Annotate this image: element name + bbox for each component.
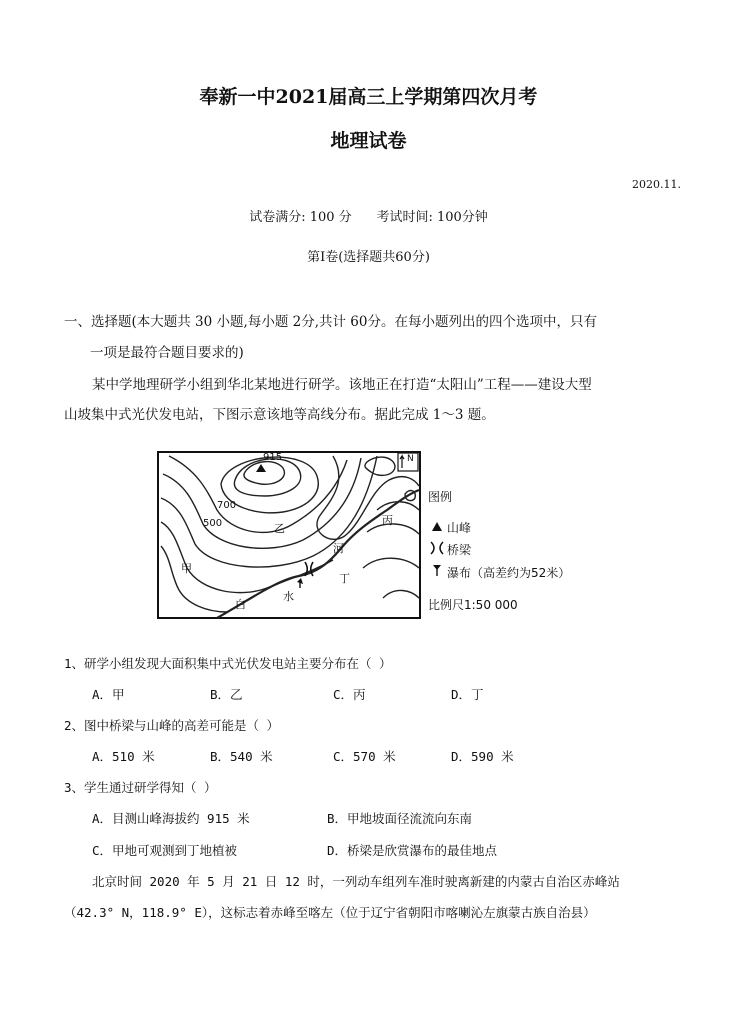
question-3-option-c: C．甲地可观测到丁地植被 <box>92 843 238 858</box>
instruction-line-2: 一项是最符合题目要求的) <box>90 345 244 361</box>
question-3-option-d: D．桥梁是欣赏瀑布的最佳地点 <box>327 843 498 858</box>
legend-bridge-icon <box>431 542 443 554</box>
river-label-he: 河 <box>333 542 344 555</box>
contour-700-label: 700 <box>217 500 237 511</box>
north-label: N <box>407 454 414 464</box>
legend-bridge-label: 桥梁 <box>447 543 472 557</box>
exam-title: 奉新一中2021届高三上学期第四次月考 <box>199 86 538 108</box>
question-1-option-d: D．丁 <box>451 687 484 702</box>
place-ding: 丁 <box>339 572 350 585</box>
subject-title: 地理试卷 <box>330 130 407 152</box>
peak-elevation-label: 915 <box>263 452 283 463</box>
question-2-stem: 2、图中桥梁与山峰的高差可能是（ ） <box>64 718 280 733</box>
place-jia: 甲 <box>181 562 192 575</box>
instruction-line-1: 一、选择题(本大题共 30 小题,每小题 2分,共计 60分。在每小题列出的四个选项中，只有 <box>64 314 597 330</box>
section-title: 第Ⅰ卷(选择题共60分) <box>307 250 430 265</box>
river-label-shui: 水 <box>283 590 294 603</box>
legend-waterfall-label: 瀑布（高差约为52米） <box>447 566 571 580</box>
question-3-option-a: A．目测山峰海拔约 915 米 <box>92 811 250 826</box>
question-2-option-b: B．540 米 <box>210 749 273 764</box>
question-2-option-c: C．570 米 <box>333 749 396 764</box>
legend-peak-label: 山峰 <box>447 521 472 535</box>
passage-line-1: 某中学地理研学小组到华北某地进行研学。该地正在打造“太阳山”工程——建设大型 <box>92 377 592 393</box>
legend-peak-icon <box>432 522 442 531</box>
place-bing: 丙 <box>382 514 393 527</box>
question-2-option-d: D．590 米 <box>451 749 514 764</box>
question-1-stem: 1、研学小组发现大面积集中式光伏发电站主要分布在（ ） <box>64 656 392 671</box>
question-1-option-a: A．甲 <box>92 687 125 702</box>
river-label-bai: 白 <box>235 598 246 611</box>
exam-info: 试卷满分: 100 分 考试时间: 100分钟 <box>249 210 488 225</box>
question-3-stem: 3、学生通过研学得知（ ） <box>64 780 217 795</box>
legend-title: 图例 <box>428 490 453 504</box>
question-1-option-b: B．乙 <box>210 687 243 702</box>
question-1-option-c: C．丙 <box>333 687 366 702</box>
map-scale: 比例尺1:50 000 <box>428 598 518 612</box>
exam-date: 2020.11. <box>632 178 681 191</box>
passage-line-2: 山坡集中式光伏发电站，下图示意该地等高线分布。据此完成 1～3 题。 <box>64 407 495 423</box>
passage-2-line-1: 北京时间 2020 年 5 月 21 日 12 时，一列动车组列车准时驶离新建的内蒙古自治区赤峰站 <box>92 874 620 889</box>
place-yi: 乙 <box>274 522 285 535</box>
passage-2-line-2: （42.3° N，118.9° E），这标志着赤峰至喀左（位于辽宁省朝阳市喀喇沁左旗蒙古族自治县） <box>64 905 596 920</box>
contour-map <box>157 450 587 622</box>
question-3-option-b: B．甲地坡面径流流向东南 <box>327 811 473 826</box>
contour-500-label: 500 <box>203 518 223 529</box>
question-2-option-a: A．510 米 <box>92 749 155 764</box>
